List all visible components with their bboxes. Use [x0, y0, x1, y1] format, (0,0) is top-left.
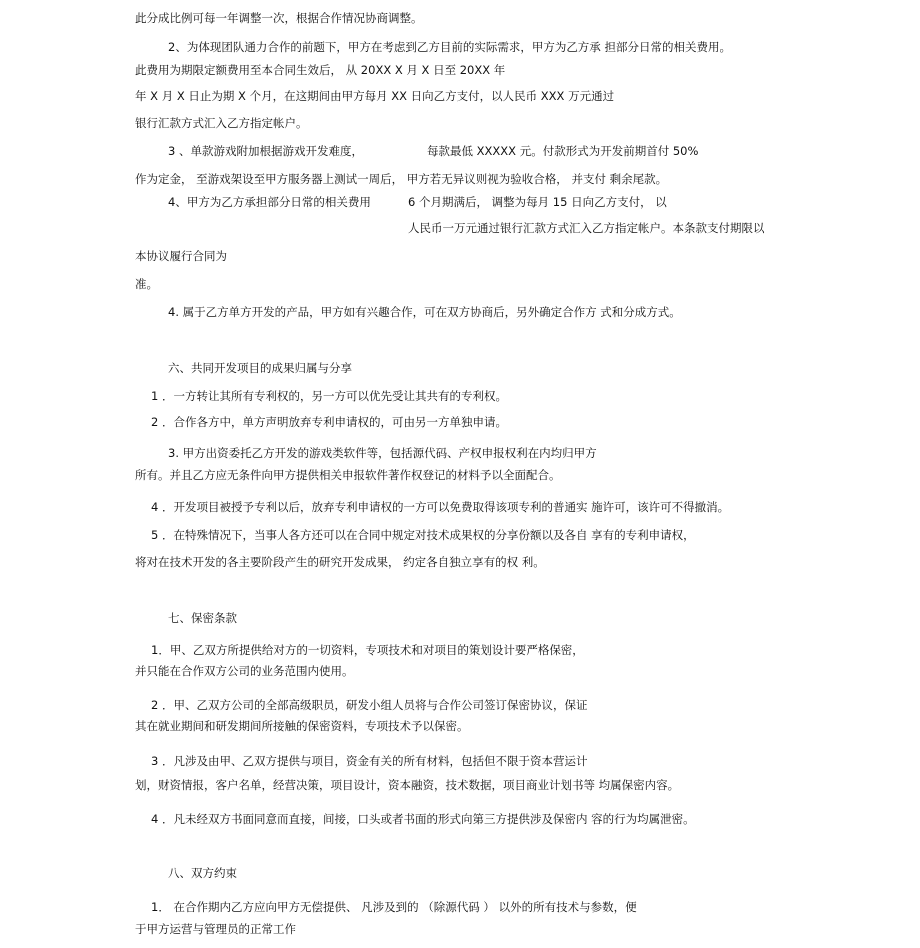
- text-line: 2 ．合作各方中，单方声明放弃专利申请权的，可由另一方单独申请。: [151, 415, 507, 429]
- text-line: 其在就业期间和研发期间所接触的保密资料，专项技术予以保密。: [135, 719, 469, 733]
- text-line: 准。: [135, 277, 158, 291]
- text-line: 2、为体现团队通力合作的前题下，甲方在考虑到乙方目前的实际需求，甲方为乙方承 担部分日常的相关费用。: [168, 40, 731, 54]
- text-line: 4. 属于乙方单方开发的产品，甲方如有兴趣合作，可在双方协商后，另外确定合作方 式和分成方式。: [168, 305, 681, 319]
- text-line: 此费用为期限定额费用至本合同生效后， 从 20XX X 月 X 日至 20XX 年: [135, 63, 506, 77]
- text-line: 本协议履行合同为: [135, 249, 227, 263]
- text-line: 划，财资情报，客户名单，经营决策，项目设计，资本融资，技术数据，项目商业计划书等 均属保密内容。: [135, 778, 680, 792]
- text-line: 4、甲方为乙方承担部分日常的相关费用: [168, 195, 371, 209]
- text-line: 所有。并且乙方应无条件向甲方提供相关申报软件著作权登记的材料予以全面配合。: [135, 468, 561, 482]
- text-line: 人民币一万元通过银行汇款方式汇入乙方指定帐户。本条款支付期限以: [408, 221, 765, 235]
- text-line: 2 ．甲、乙双方公司的全部高级职员，研发小组人员将与合作公司签订保密协议，保证: [151, 698, 588, 712]
- text-line: 1． 在合作期内乙方应向甲方无偿提供、 凡涉及到的 （除源代码 ） 以外的所有技术与参数，便: [151, 900, 637, 914]
- text-line: 此分成比例可每一年调整一次，根据合作情况协商调整。: [135, 11, 423, 25]
- text-line: 作为定金， 至游戏架设至甲方服务器上测试一周后， 甲方若无异议则视为验收合格， 并支付 剩余尾款。: [135, 172, 668, 186]
- text-line: 1 ．一方转让其所有专利权的，另一方可以优先受让其共有的专利权。: [151, 389, 507, 403]
- text-line: 3. 甲方出资委托乙方开发的游戏类软件等，包括源代码、产权申报权利在内均归甲方: [168, 446, 597, 460]
- text-line: 3 ．凡涉及由甲、乙双方提供与项目，资金有关的所有材料，包括但不限于资本营运计: [151, 754, 588, 768]
- text-line: 3 、单款游戏附加根据游戏开发难度，: [168, 144, 363, 158]
- text-line: 年 X 月 X 日止为期 X 个月，在这期间由甲方每月 XX 日向乙方支付，以人民币 XXX 万元通过: [135, 89, 615, 103]
- section-heading: 七、保密条款: [168, 611, 237, 625]
- text-line: 6 个月期满后， 调整为每月 15 日向乙方支付， 以: [408, 195, 667, 209]
- text-line: 每款最低 XXXXX 元。付款形式为开发前期首付 50%: [427, 144, 699, 158]
- section-heading: 六、共同开发项目的成果归属与分享: [168, 361, 352, 375]
- text-line: 4 ．开发项目被授予专利以后，放弃专利申请权的一方可以免费取得该项专利的普通实 施许可，该许可不得撤消。: [151, 500, 730, 514]
- text-line: 5 ．在特殊情况下，当事人各方还可以在合同中规定对技术成果权的分享份额以及各自 享有的专利申请权，: [151, 528, 695, 542]
- text-line: 并只能在合作双方公司的业务范围内使用。: [135, 664, 354, 678]
- text-line: 将对在技术开发的各主要阶段产生的研究开发成果， 约定各自独立享有的权 利。: [135, 555, 545, 569]
- text-line: 1．甲、乙双方所提供给对方的一切资料，专项技术和对项目的策划设计要严格保密，: [151, 643, 584, 657]
- text-line: 于甲方运营与管理员的正常工作: [135, 922, 296, 936]
- text-line: 银行汇款方式汇入乙方指定帐户。: [135, 116, 308, 130]
- section-heading: 八、双方约束: [168, 866, 237, 880]
- text-line: 4 ．凡未经双方书面同意而直接，间接，口头或者书面的形式向第三方提供涉及保密内 容的行为均属泄密。: [151, 812, 695, 826]
